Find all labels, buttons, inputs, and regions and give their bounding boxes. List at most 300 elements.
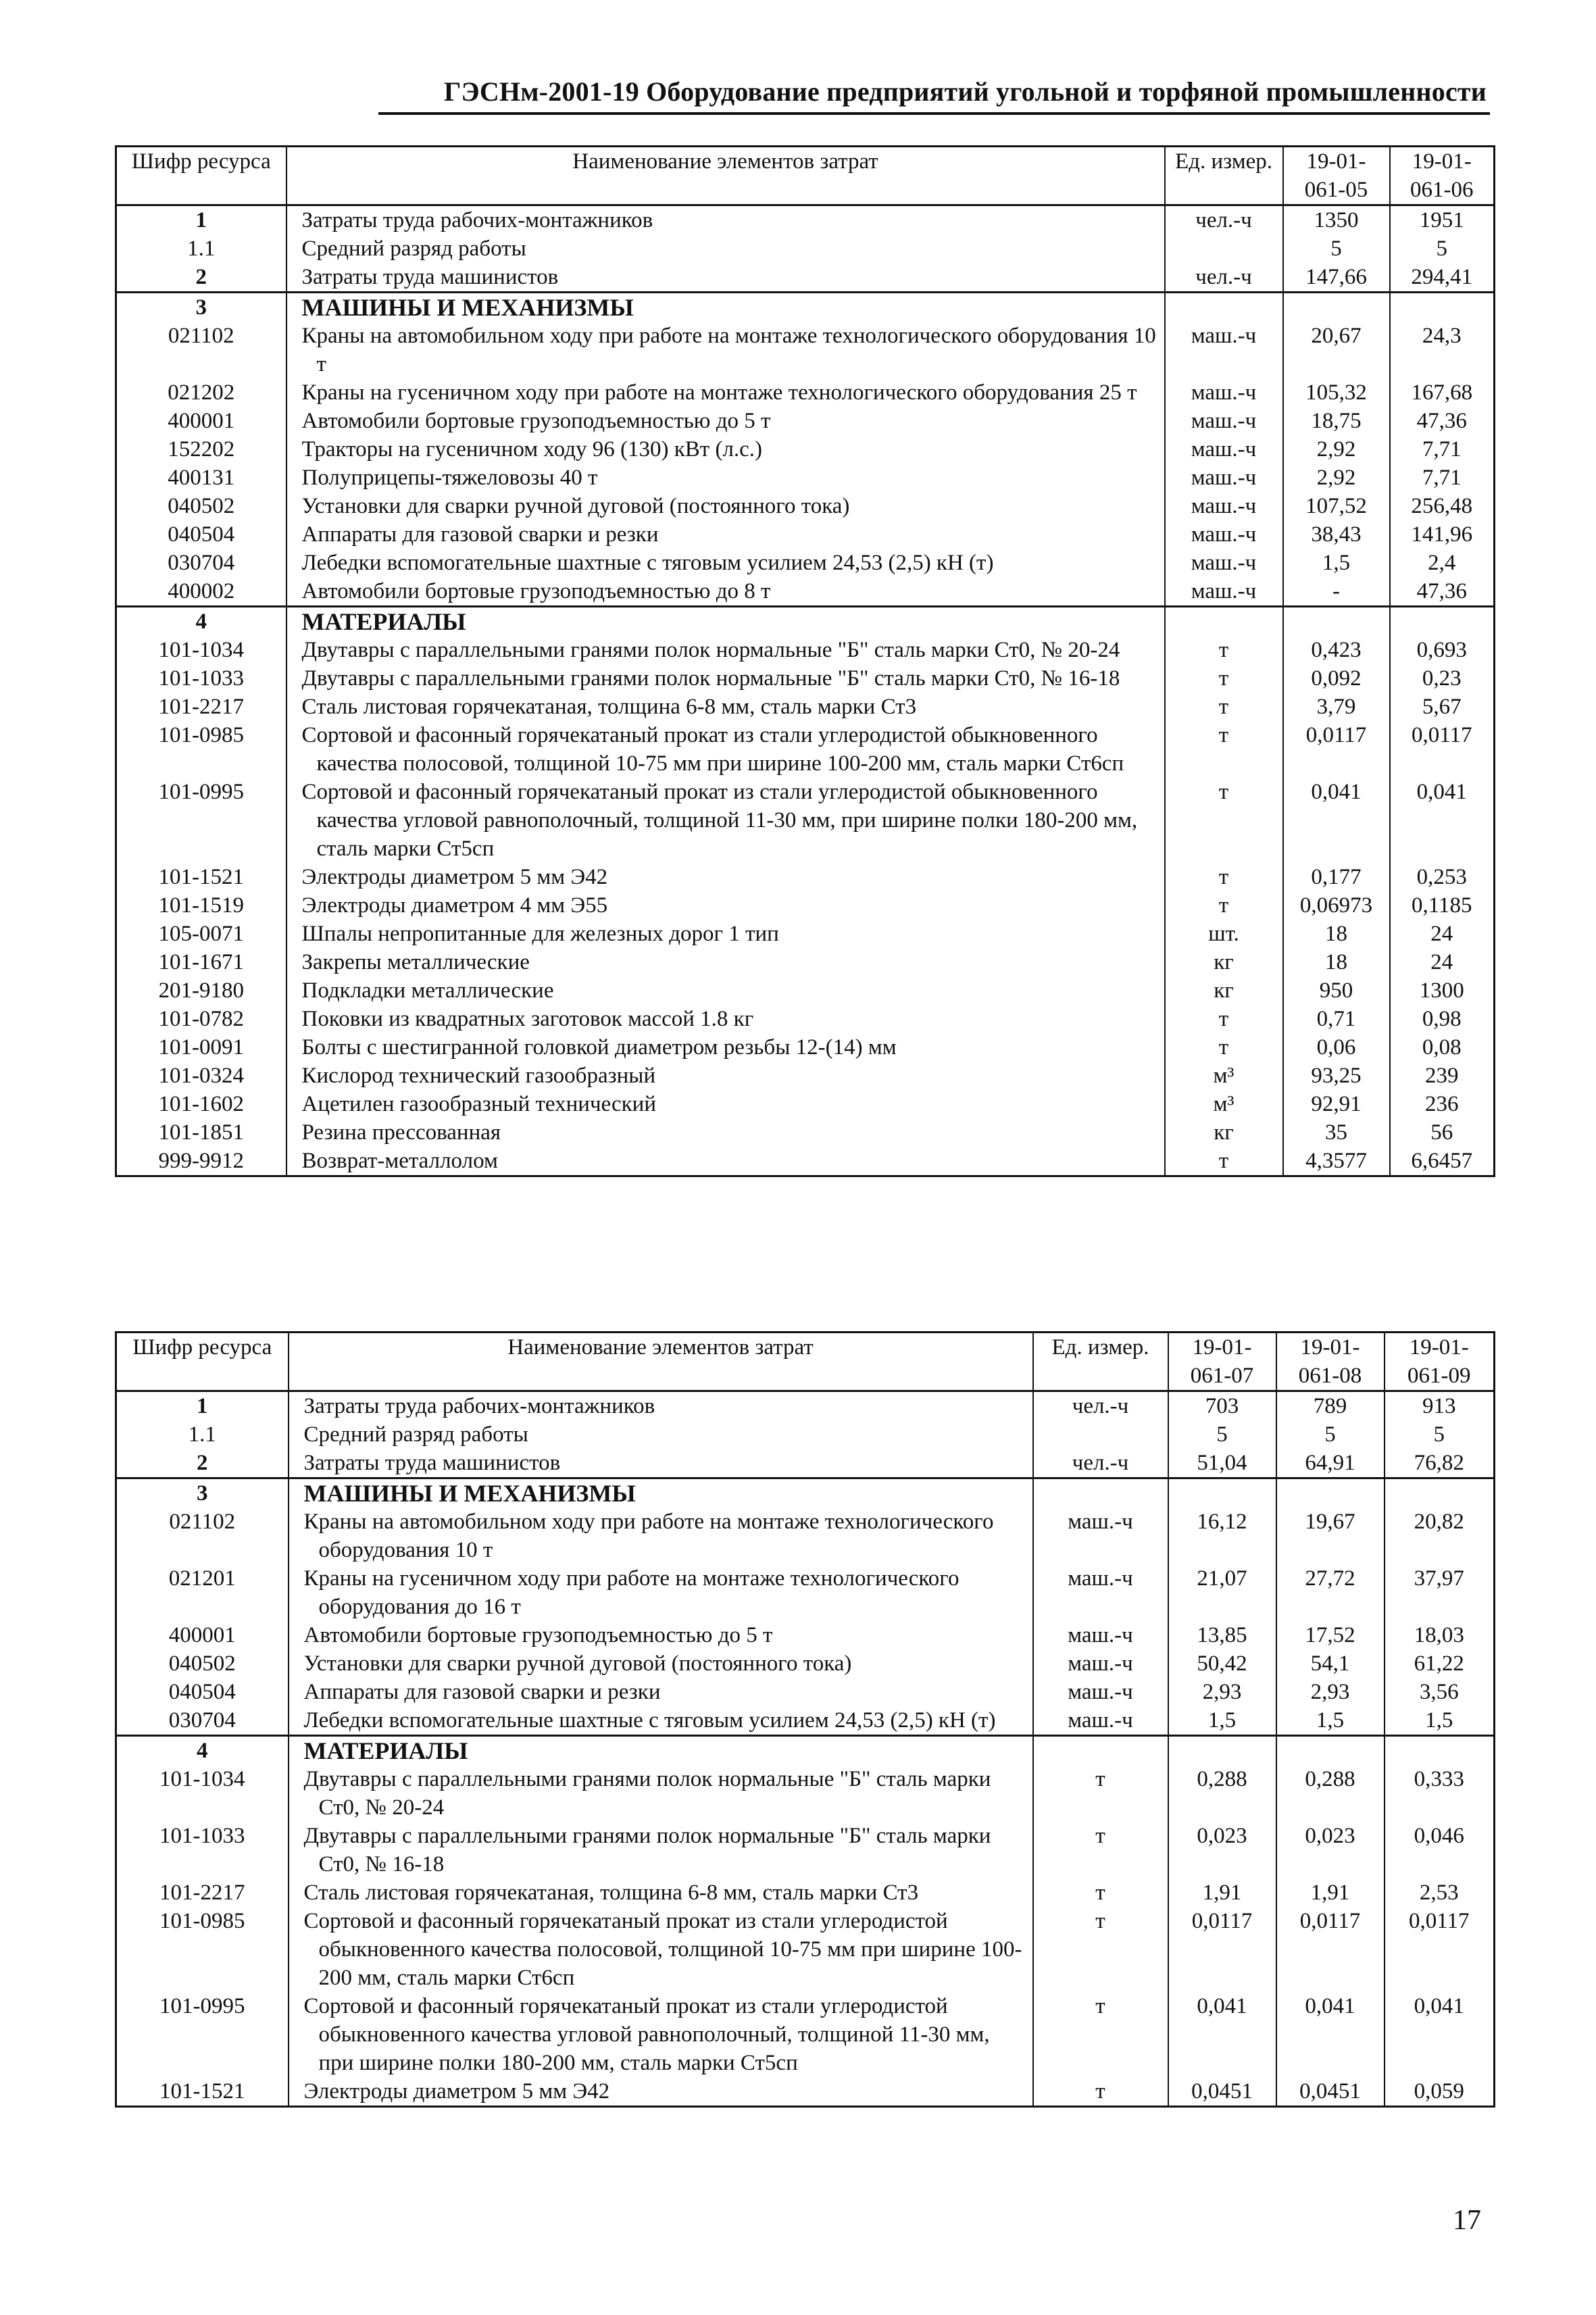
unit-text: т: [1218, 1035, 1229, 1060]
resource-name-text: Установки для сварки ручной дуговой (постоянного тока): [301, 494, 850, 518]
value-cell-1: 5: [1168, 1420, 1276, 1449]
value-cell-2: 0,288: [1276, 1765, 1385, 1822]
unit-text: маш.-ч: [1068, 1623, 1133, 1647]
unit-cell: [1165, 976, 1283, 1005]
resource-code-cell: [116, 1062, 286, 1090]
unit-text: т: [1218, 695, 1229, 719]
value-cell-1: 1,5: [1168, 1706, 1276, 1736]
value-cell-2: 236: [1390, 1090, 1495, 1118]
table-row: [116, 1706, 1495, 1736]
resource-code-text: 021102: [168, 324, 234, 348]
value-cell-2: 167,68: [1390, 378, 1495, 407]
resource-code-text: 101-0985: [159, 1909, 245, 1933]
unit-text: маш.-ч: [1191, 380, 1257, 405]
resource-code-text: 4: [197, 1739, 208, 1763]
unit-text: т: [1218, 1149, 1229, 1173]
resource-code-cell: [116, 1147, 286, 1176]
resource-name-text: Сортовой и фасонный горячекатаный прокат из стали углеродистой обыкновенного качества полосовой, толщиной 10-75 мм при ширине 100-200 мм, сталь марки Ст6сп: [301, 723, 1124, 776]
unit-cell: [1165, 435, 1283, 464]
unit-cell: [1165, 1005, 1283, 1033]
resource-name-cell: [286, 976, 1165, 1005]
resource-name-text: Болты с шестигранной головкой диаметром резьбы 12-(14) мм: [301, 1035, 897, 1060]
value-cell-1: 3,79: [1283, 693, 1390, 721]
unit-text: т: [1095, 1881, 1105, 1905]
resource-code-text: 030704: [168, 551, 235, 575]
unit-cell: [1165, 664, 1283, 693]
value-cell-2: [1390, 607, 1495, 637]
value-cell-1: [1283, 293, 1390, 322]
resource-name-cell: [286, 293, 1165, 322]
unit-text: маш.-ч: [1191, 551, 1257, 575]
value-cell-2: 27,72: [1276, 1564, 1385, 1621]
resource-code-text: 101-1034: [159, 1767, 245, 1791]
resource-code-text: 152202: [168, 437, 235, 462]
resource-code-cell: [116, 492, 286, 520]
resource-code-cell: [116, 1621, 289, 1649]
resource-code-cell: [116, 1449, 289, 1478]
resource-name-text: Сортовой и фасонный горячекатаный прокат из стали углеродистой обыкновенного качества полосовой, толщиной 10-75 мм при ширине 100-200 мм, сталь марки Ст6сп: [303, 1909, 1022, 1990]
section-row: [116, 1478, 1495, 1508]
unit-cell: [1165, 293, 1283, 322]
value-cell-1: 50,42: [1168, 1649, 1276, 1678]
resource-name-cell: [289, 1992, 1033, 2077]
unit-text: маш.-ч: [1068, 1708, 1133, 1733]
value-cell-1: 0,0451: [1168, 2077, 1276, 2107]
value-cell-1: 20,67: [1283, 322, 1390, 378]
resource-code-cell: [116, 1420, 289, 1449]
resource-name-cell: [286, 636, 1165, 664]
value-cell-3: 2,53: [1385, 1878, 1495, 1907]
resource-code-text: 021202: [168, 380, 235, 405]
resource-name-cell: [286, 891, 1165, 920]
unit-cell: [1165, 263, 1283, 293]
table-row: [116, 1420, 1495, 1449]
unit-cell: [1033, 1706, 1168, 1736]
table-row: [116, 520, 1495, 549]
resource-code-cell: [116, 1508, 289, 1564]
resource-name-cell: [286, 1033, 1165, 1062]
value-cell-2: 0,08: [1390, 1033, 1495, 1062]
header-col-2: 19-01-061-06: [1390, 147, 1495, 205]
unit-text: т: [1095, 1909, 1105, 1933]
table-row: [116, 1033, 1495, 1062]
table-row: [116, 263, 1495, 293]
value-cell-2: 54,1: [1276, 1649, 1385, 1678]
value-cell-2: 239: [1390, 1062, 1495, 1090]
table-body: [116, 205, 1495, 1176]
resource-code-cell: [116, 976, 286, 1005]
resource-name-cell: [286, 1147, 1165, 1176]
resource-code-text: 101-0995: [159, 1994, 245, 2018]
section-row: [116, 293, 1495, 322]
unit-text: т: [1218, 638, 1229, 662]
resource-name-text: Двутавры с параллельными гранями полок нормальные "Б" сталь марки Ст0, № 20-24: [303, 1767, 991, 1820]
table-row: [116, 1508, 1495, 1564]
value-cell-1: 0,06: [1283, 1033, 1390, 1062]
value-cell-1: [1283, 607, 1390, 637]
resource-code-cell: [116, 263, 286, 293]
resource-code-text: 201-9180: [158, 978, 244, 1003]
value-cell-2: 0,253: [1390, 863, 1495, 891]
table-row: [116, 407, 1495, 435]
resource-code-cell: [116, 636, 286, 664]
unit-cell: [1033, 1822, 1168, 1878]
resource-name-cell: [289, 1822, 1033, 1878]
value-cell-1: 0,06973: [1283, 891, 1390, 920]
unit-cell: [1033, 1649, 1168, 1678]
value-cell-3: 20,82: [1385, 1508, 1495, 1564]
unit-cell: [1033, 1878, 1168, 1907]
value-cell-1: 147,66: [1283, 263, 1390, 293]
resource-name-text: Автомобили бортовые грузоподъемностью до 8 т: [301, 579, 771, 603]
resource-code-cell: [116, 920, 286, 948]
table-row: [116, 322, 1495, 378]
value-cell-3: 18,03: [1385, 1621, 1495, 1649]
resource-name-text: Закрепы металлические: [301, 950, 530, 974]
value-cell-3: 61,22: [1385, 1649, 1495, 1678]
header-code: Шифр ресурса: [116, 1333, 289, 1391]
value-cell-3: 0,046: [1385, 1822, 1495, 1878]
table-row: [116, 1765, 1495, 1822]
unit-text: т: [1095, 1994, 1105, 2018]
resource-code-text: 101-1602: [158, 1092, 244, 1116]
value-cell-2: 1,91: [1276, 1878, 1385, 1907]
resource-name-cell: [286, 778, 1165, 863]
resource-code-text: 101-2217: [159, 1881, 245, 1905]
resource-name-cell: [286, 378, 1165, 407]
resource-code-text: 1: [195, 208, 207, 232]
resource-code-cell: [116, 1822, 289, 1878]
unit-text: т: [1218, 723, 1229, 747]
unit-text: маш.-ч: [1191, 409, 1257, 433]
unit-cell: [1165, 891, 1283, 920]
resource-name-cell: [286, 520, 1165, 549]
value-cell-2: 6,6457: [1390, 1147, 1495, 1176]
resource-code-cell: [116, 693, 286, 721]
page-number: 17: [1453, 2205, 1481, 2236]
resource-name-cell: [289, 1706, 1033, 1736]
resource-code-text: 021102: [169, 1510, 236, 1534]
resource-code-cell: [116, 205, 286, 235]
resource-name-cell: [289, 1564, 1033, 1621]
unit-text: т: [1095, 2079, 1105, 2104]
value-cell-2: 0,23: [1390, 664, 1495, 693]
unit-text: маш.-ч: [1068, 1680, 1133, 1704]
table-row: [116, 948, 1495, 976]
unit-cell: [1165, 492, 1283, 520]
resource-name-cell: [289, 1907, 1033, 1992]
value-cell-2: 7,71: [1390, 464, 1495, 492]
resource-code-cell: [116, 1678, 289, 1706]
header-name: Наименование элементов затрат: [289, 1333, 1033, 1391]
value-cell-1: 0,092: [1283, 664, 1390, 693]
table-row: [116, 577, 1495, 607]
value-cell-2: 0,98: [1390, 1005, 1495, 1033]
resource-name-cell: [286, 721, 1165, 778]
resource-name-text: Затраты труда рабочих-монтажников: [301, 208, 653, 232]
resource-name-cell: [286, 1005, 1165, 1033]
resource-code-text: 040502: [168, 494, 235, 518]
resource-code-cell: [116, 322, 286, 378]
resource-name-text: Кислород технический газообразный: [301, 1064, 656, 1088]
value-cell-2: 2,93: [1276, 1678, 1385, 1706]
unit-text: маш.-ч: [1068, 1566, 1133, 1591]
unit-cell: [1165, 693, 1283, 721]
resource-name-cell: [286, 263, 1165, 293]
unit-cell: [1165, 1033, 1283, 1062]
unit-text: маш.-ч: [1191, 324, 1257, 348]
table-row: [116, 1062, 1495, 1090]
unit-cell: [1033, 1765, 1168, 1822]
resource-name-cell: [289, 1621, 1033, 1649]
unit-text: кг: [1214, 978, 1234, 1003]
resource-name-text: Полуприцепы-тяжеловозы 40 т: [301, 466, 598, 490]
unit-cell: [1165, 721, 1283, 778]
unit-cell: [1033, 2077, 1168, 2107]
value-cell-2: 141,96: [1390, 520, 1495, 549]
resource-name-cell: [286, 205, 1165, 235]
resource-code-cell: [116, 721, 286, 778]
value-cell-1: 1,5: [1283, 549, 1390, 577]
table-row: [116, 976, 1495, 1005]
value-cell-2: 0,0117: [1390, 721, 1495, 778]
value-cell-1: 4,3577: [1283, 1147, 1390, 1176]
resource-code-text: 101-1671: [158, 950, 244, 974]
resource-code-text: 101-0091: [158, 1035, 244, 1060]
unit-cell: [1033, 1992, 1168, 2077]
resource-code-text: 101-0324: [158, 1064, 244, 1088]
resource-name-cell: [289, 1391, 1033, 1421]
resource-code-cell: [116, 1907, 289, 1992]
resource-code-cell: [116, 464, 286, 492]
table-row: [116, 234, 1495, 263]
resource-name-cell: [289, 1736, 1033, 1766]
value-cell-1: 0,177: [1283, 863, 1390, 891]
unit-text: шт.: [1208, 922, 1239, 946]
table-row: [116, 721, 1495, 778]
unit-text: маш.-ч: [1191, 466, 1257, 490]
resource-code-cell: [116, 1005, 286, 1033]
table-row: [116, 1564, 1495, 1621]
table-row: [116, 1391, 1495, 1421]
resource-name-text: Шпалы непропитанные для железных дорог 1 тип: [301, 922, 779, 946]
value-cell-1: 0,041: [1168, 1992, 1276, 2077]
resource-name-text: Краны на автомобильном ходу при работе на монтаже технологического оборудования 10 т: [301, 324, 1156, 376]
value-cell-1: 107,52: [1283, 492, 1390, 520]
value-cell-1: 21,07: [1168, 1564, 1276, 1621]
value-cell-1: 2,92: [1283, 464, 1390, 492]
unit-text: кг: [1214, 950, 1234, 974]
resource-code-text: 3: [197, 1481, 208, 1505]
resource-table-2: [115, 1331, 1495, 2108]
value-cell-3: 0,333: [1385, 1765, 1495, 1822]
unit-text: т: [1218, 893, 1229, 918]
header-col-2: 19-01-061-08: [1276, 1333, 1385, 1391]
value-cell-1: 2,93: [1168, 1678, 1276, 1706]
unit-cell: [1165, 549, 1283, 577]
resource-code-text: 999-9912: [158, 1149, 244, 1173]
header-unit: Ед. измер.: [1033, 1333, 1168, 1391]
unit-cell: [1165, 205, 1283, 235]
value-cell-1: 950: [1283, 976, 1390, 1005]
unit-text: маш.-ч: [1068, 1510, 1133, 1534]
unit-text: т: [1218, 666, 1229, 691]
value-cell-1: 0,71: [1283, 1005, 1390, 1033]
value-cell-1: 0,288: [1168, 1765, 1276, 1822]
unit-cell: [1165, 948, 1283, 976]
resource-name-cell: [286, 1090, 1165, 1118]
resource-code-text: 101-0995: [158, 780, 244, 804]
resource-name-text: Электроды диаметром 5 мм Э42: [301, 865, 608, 889]
table-row: [116, 636, 1495, 664]
resource-name-cell: [286, 549, 1165, 577]
unit-text: м³: [1213, 1064, 1235, 1088]
resource-code-cell: [116, 1649, 289, 1678]
resource-code-cell: [116, 378, 286, 407]
resource-code-cell: [116, 1118, 286, 1147]
value-cell-2: 294,41: [1390, 263, 1495, 293]
value-cell-1: 18,75: [1283, 407, 1390, 435]
value-cell-2: 47,36: [1390, 577, 1495, 607]
resource-name-cell: [286, 948, 1165, 976]
resource-code-cell: [116, 1391, 289, 1421]
unit-text: м³: [1213, 1092, 1235, 1116]
value-cell-1: 93,25: [1283, 1062, 1390, 1090]
value-cell-1: 105,32: [1283, 378, 1390, 407]
unit-cell: [1033, 1736, 1168, 1766]
value-cell-1: [1168, 1478, 1276, 1508]
value-cell-2: 0,0117: [1276, 1907, 1385, 1992]
value-cell-1: 5: [1283, 234, 1390, 263]
resource-code-cell: [116, 1706, 289, 1736]
resource-name-text: МАШИНЫ И МЕХАНИЗМЫ: [301, 294, 634, 321]
unit-cell: [1033, 1564, 1168, 1621]
resource-code-cell: [116, 1736, 289, 1766]
value-cell-2: 0,041: [1276, 1992, 1385, 2077]
resource-name-text: Подкладки металлические: [301, 978, 554, 1003]
table-row: [116, 1621, 1495, 1649]
table-row: [116, 891, 1495, 920]
resource-code-text: 2: [197, 1451, 208, 1475]
unit-text: т: [1218, 865, 1229, 889]
value-cell-2: 64,91: [1276, 1449, 1385, 1478]
header-rule: [378, 112, 1490, 115]
table-row: [116, 920, 1495, 948]
resource-name-text: Краны на гусеничном ходу при работе на монтаже технологического оборудования до 16 т: [303, 1566, 959, 1619]
resource-name-text: Затраты труда машинистов: [301, 265, 559, 289]
resource-code-cell: [116, 520, 286, 549]
value-cell-1: 13,85: [1168, 1621, 1276, 1649]
value-cell-2: 0,041: [1390, 778, 1495, 863]
value-cell-2: 24,3: [1390, 322, 1495, 378]
resource-code-cell: [116, 778, 286, 863]
resource-code-text: 021201: [168, 1566, 236, 1591]
value-cell-1: 0,0117: [1168, 1907, 1276, 1992]
unit-cell: [1165, 636, 1283, 664]
resource-code-cell: [116, 607, 286, 637]
value-cell-2: 24: [1390, 948, 1495, 976]
resource-name-text: Возврат-металлолом: [301, 1149, 498, 1173]
value-cell-2: 0,1185: [1390, 891, 1495, 920]
unit-cell: [1033, 1391, 1168, 1421]
unit-cell: [1165, 607, 1283, 637]
value-cell-2: 24: [1390, 920, 1495, 948]
resource-name-cell: [286, 492, 1165, 520]
unit-cell: [1165, 778, 1283, 863]
table-row: [116, 1878, 1495, 1907]
table-body: [116, 1391, 1495, 2107]
resource-name-text: Сталь листовая горячекатаная, толщина 6-8 мм, сталь марки Ст3: [303, 1881, 919, 1905]
table-row: [116, 863, 1495, 891]
table-row: [116, 1005, 1495, 1033]
resource-name-cell: [289, 1649, 1033, 1678]
resource-code-cell: [116, 549, 286, 577]
unit-cell: [1165, 863, 1283, 891]
value-cell-1: 0,423: [1283, 636, 1390, 664]
resource-name-text: Ацетилен газообразный технический: [301, 1092, 657, 1116]
resource-code-cell: [116, 577, 286, 607]
value-cell-2: [1276, 1478, 1385, 1508]
resource-name-cell: [286, 435, 1165, 464]
unit-cell: [1033, 1478, 1168, 1508]
value-cell-2: 47,36: [1390, 407, 1495, 435]
resource-name-cell: [286, 1062, 1165, 1090]
resource-code-cell: [116, 1090, 286, 1118]
resource-name-text: Аппараты для газовой сварки и резки: [301, 522, 659, 547]
value-cell-1: 0,0117: [1283, 721, 1390, 778]
resource-code-cell: [116, 1478, 289, 1508]
resource-code-text: 1: [197, 1394, 208, 1418]
resource-name-text: Автомобили бортовые грузоподъемностью до 5 т: [301, 409, 771, 433]
resource-code-cell: [116, 435, 286, 464]
value-cell-1: 92,91: [1283, 1090, 1390, 1118]
resource-name-cell: [286, 577, 1165, 607]
resource-code-text: 3: [195, 295, 207, 320]
resource-code-text: 1.1: [187, 237, 216, 261]
value-cell-1: 16,12: [1168, 1508, 1276, 1564]
resource-code-text: 101-2217: [158, 695, 244, 719]
unit-text: маш.-ч: [1068, 1651, 1133, 1676]
resource-name-text: Лебедки вспомогательные шахтные с тяговым усилием 24,53 (2,5) кН (т): [301, 551, 994, 575]
resource-code-text: 101-1033: [158, 666, 244, 691]
resource-code-text: 040502: [168, 1651, 236, 1676]
header-code: Шифр ресурса: [116, 147, 286, 205]
resource-table-1: [115, 145, 1495, 1177]
resource-name-cell: [286, 920, 1165, 948]
value-cell-2: 0,0451: [1276, 2077, 1385, 2107]
value-cell-3: 0,041: [1385, 1992, 1495, 2077]
resource-name-cell: [286, 464, 1165, 492]
unit-text: чел.-ч: [1195, 208, 1252, 232]
value-cell-2: 1951: [1390, 205, 1495, 235]
value-cell-3: 0,059: [1385, 2077, 1495, 2107]
value-cell-1: 703: [1168, 1391, 1276, 1421]
resource-name-text: Средний разряд работы: [303, 1422, 528, 1447]
resource-code-cell: [116, 1564, 289, 1621]
value-cell-3: 37,97: [1385, 1564, 1495, 1621]
resource-name-cell: [286, 407, 1165, 435]
value-cell-3: 76,82: [1385, 1449, 1495, 1478]
unit-cell: [1033, 1508, 1168, 1564]
resource-name-text: Средний разряд работы: [301, 237, 526, 261]
resource-name-text: Резина прессованная: [301, 1120, 501, 1145]
unit-cell: [1165, 407, 1283, 435]
value-cell-2: 256,48: [1390, 492, 1495, 520]
resource-code-cell: [116, 1878, 289, 1907]
section-row: [116, 1736, 1495, 1766]
table-row: [116, 1090, 1495, 1118]
value-cell-3: 0,0117: [1385, 1907, 1495, 1992]
